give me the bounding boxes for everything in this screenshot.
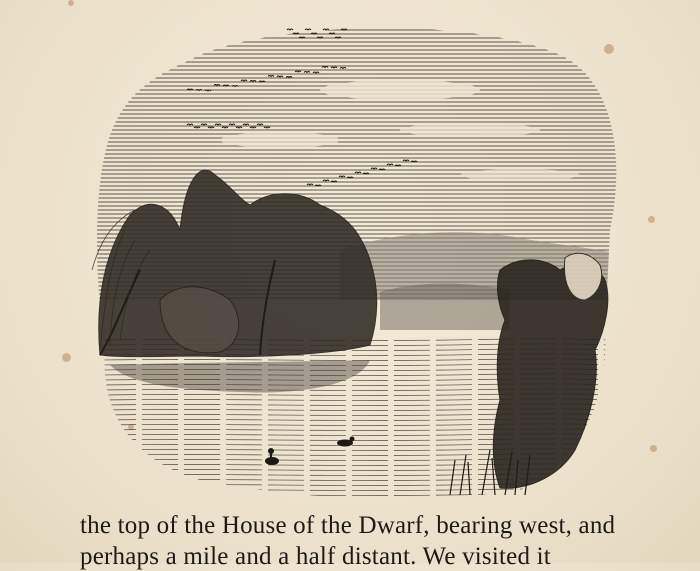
water-hatch-line	[100, 494, 610, 496]
body-text-line: perhaps a mile and a half distant. We visited it	[80, 543, 551, 570]
bird-mark	[215, 124, 221, 125]
bird-mark	[214, 85, 220, 86]
bird-mark	[208, 127, 214, 128]
bird-mark	[268, 76, 274, 77]
bird-mark	[305, 29, 311, 30]
bird-mark	[304, 72, 310, 73]
bird-mark	[387, 164, 393, 165]
bird-mark	[277, 76, 283, 77]
bird-mark	[340, 68, 346, 69]
bird-mark	[323, 180, 329, 181]
bird-mark	[257, 124, 263, 125]
water-hatch-line	[100, 484, 610, 486]
bird-mark	[201, 124, 207, 125]
bird-mark	[243, 124, 249, 125]
bird-mark	[313, 72, 319, 73]
bird-mark	[322, 67, 328, 68]
bird-mark	[222, 127, 228, 128]
bird-mark	[307, 184, 313, 185]
bird-mark	[250, 81, 256, 82]
water-hatch-line	[100, 489, 610, 491]
bird-mark	[295, 71, 301, 72]
tree-reflections	[110, 360, 370, 393]
duck	[337, 437, 355, 447]
bird-mark	[264, 127, 270, 128]
bird-mark	[241, 80, 247, 81]
body-text-line: the top of the House of the Dwarf, bearing west, and	[80, 512, 616, 539]
bird-mark	[187, 124, 193, 125]
bird-mark	[286, 77, 292, 78]
bird-mark	[323, 29, 329, 30]
bird-mark	[371, 168, 377, 169]
bird-mark	[250, 127, 256, 128]
bird-mark	[287, 29, 293, 30]
duck	[265, 448, 279, 465]
bird-mark	[236, 127, 242, 128]
bird-mark	[194, 127, 200, 128]
right-trees	[493, 253, 608, 488]
bird-mark	[229, 124, 235, 125]
bird-mark	[339, 176, 345, 177]
bird-mark	[331, 67, 337, 68]
bird-mark	[403, 160, 409, 161]
bird-mark	[355, 172, 361, 173]
